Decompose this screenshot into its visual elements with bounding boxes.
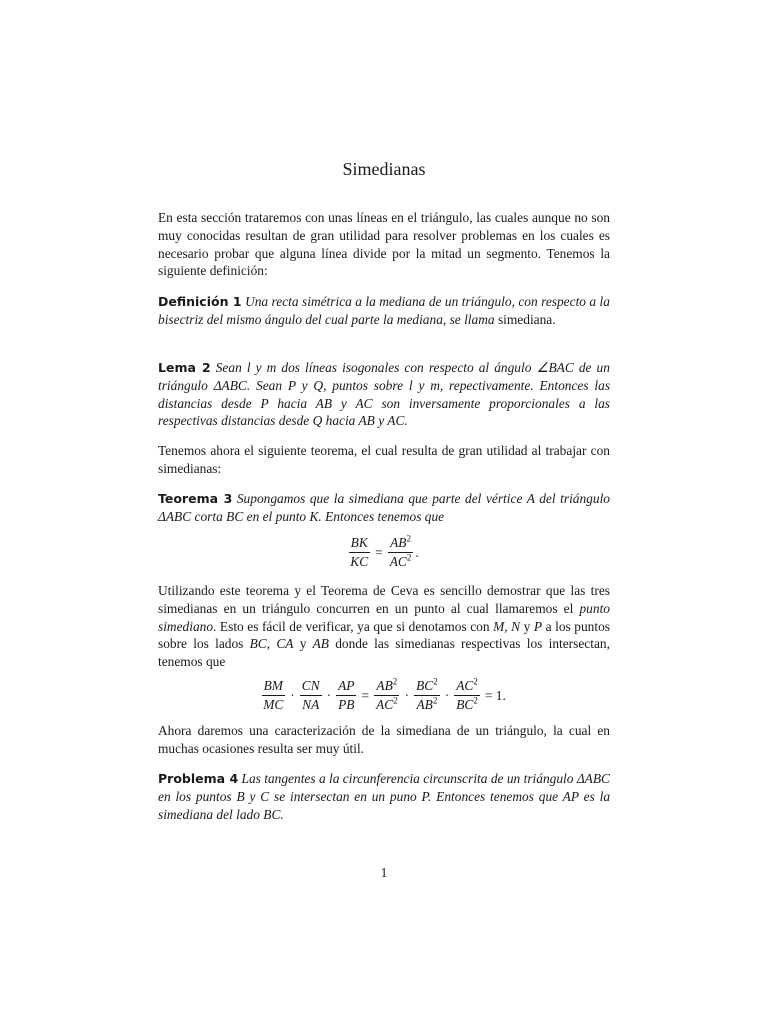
fraction-ac2-bc2: $\frac{AC^2}{BC^2}$ (456, 676, 478, 712)
theorem-block (158, 490, 610, 526)
theorem-text: Supongamos que la simediana que parte del vértice A del triángulo ΔABC corta BC en el punto K. Entonces tenemos que (158, 491, 610, 524)
lemma-label: Lema 2 (158, 360, 211, 375)
definition-term: simediana. (497, 311, 556, 327)
lemma-block (158, 359, 610, 430)
problem-text: Las tangentes a la circunferencia circunscrita de un triángulo ΔABC en los puntos B y C se intersectan en un puno P. Entonces tenemos que AP es la simediana del lado BC. (158, 771, 611, 822)
lemma-text: Sean l y m dos líneas isogonales con respecto al ángulo ∠BAC de un triángulo ΔABC. Sean P y Q, puntos sobre l y m, repectivamente. Entonces las distancias desde P hacia AB y AC son inversamente proporcionales a las respectivas distancias desde Q hacia AB y AC. (158, 360, 611, 429)
term-punto-simediano: punto simediano (158, 600, 610, 634)
ahora-paragraph: Ahora daremos una caracterización de la simediana de un triángulo, la cual en muchas ocasiones resulta ser muy útil. (158, 723, 610, 756)
fraction-cn-na: $\frac{CN}{NA}$ (301, 678, 320, 712)
page-title: Simedianas (342, 159, 426, 179)
definition-text: Una recta simétrica a la mediana de un triángulo, con respecto a la bisectriz del mismo ángulo del cual parte la mediana, se llama (158, 294, 610, 327)
fraction-ab2-ac2: $\frac{AB^2}{AC^2}$ (376, 676, 398, 712)
theorem-intro-paragraph: Tenemos ahora el siguiente teorema, el cual resulta de gran utilidad al trabajar con simedianas: (158, 443, 610, 476)
theorem-label: Teorema 3 (158, 491, 233, 506)
fraction-ab2-ac2: $\frac{AB^2}{AC^2}$ (389, 533, 412, 569)
problem-block (158, 770, 610, 823)
intro-paragraph: En esta sección trataremos con unas líneas en el triángulo, las cuales aunque no son muy conocidas resultan de gran utilidad para resolver problemas en los cuales es necesario probar que alguna línea divide por la mitad un segmento. Tenemos la siguiente definición: (158, 210, 610, 279)
fraction-bk-kc: $\frac{BK}{KC}$ (350, 535, 369, 569)
fraction-ap-pb: $\frac{AP}{PB}$ (338, 678, 355, 712)
equation-ceva: $\frac{BM}{MC}$ · $\frac{CN}{NA}$ · $\frac{AP}{PB}$ = $\frac{AB^2}{AC^2}$ · $\frac{BC^2}{AB^2}$ · $\frac{AC^2}{BC^2}$ = 1. (263, 676, 506, 712)
fraction-bc2-ab2: $\frac{BC^2}{AB^2}$ (416, 676, 438, 712)
definition-label: Definición 1 (158, 294, 242, 309)
definition-block (158, 293, 610, 329)
ceva-paragraph: Utilizando este teorema y el Teorema de Ceva es sencillo demostrar que las tres simedianas en un triángulo concurren en un punto al cual llamaremos el punto simediano. Esto es fácil de verificar, ya que si denotamos con M, N y P a los puntos sobre los lados BC, CA y AB donde las simedianas respectivas los intersectan, tenemos que (158, 583, 610, 670)
fraction-bm-mc: $\frac{BM}{MC}$ (263, 678, 284, 712)
problem-label: Problema 4 (158, 771, 239, 786)
equation-theorem: $\frac{BK}{KC}$ = $\frac{AB^2}{AC^2}$ . (350, 533, 419, 569)
page-number: 1 (380, 865, 388, 880)
